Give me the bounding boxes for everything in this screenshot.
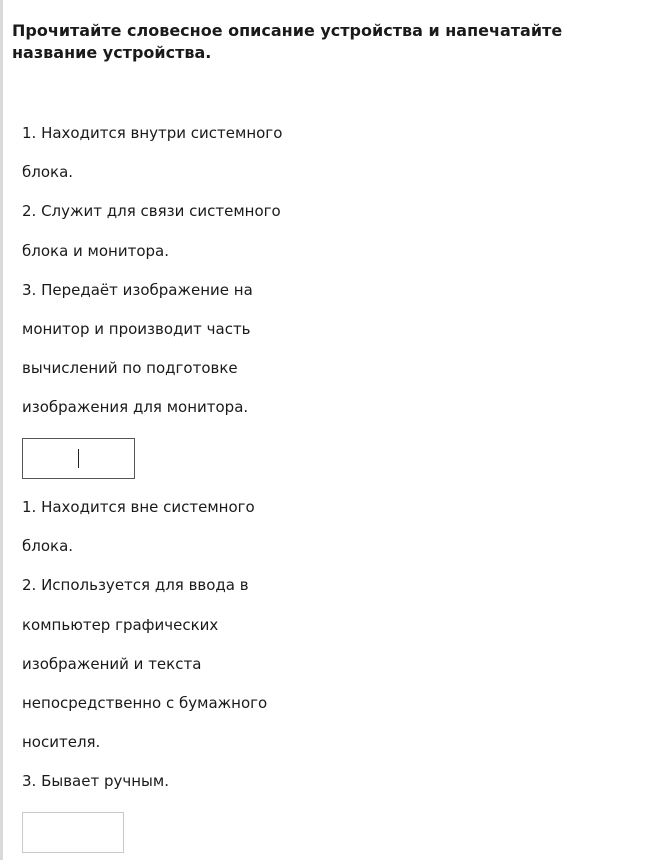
question-2-line: 3. Бывает ручным. bbox=[22, 772, 169, 791]
question-1-line: блока и монитора. bbox=[22, 241, 169, 260]
question-2-answer-input[interactable] bbox=[22, 812, 124, 853]
question-2-line: компьютер графических bbox=[22, 615, 219, 634]
question-1-line: изображения для монитора. bbox=[22, 398, 249, 417]
left-border bbox=[0, 0, 3, 860]
question-2-line: 2. Используется для ввода в bbox=[22, 576, 249, 595]
question-1-line: блока. bbox=[22, 163, 74, 182]
question-1-line: вычислений по подготовке bbox=[22, 359, 238, 378]
question-2-line: носителя. bbox=[22, 733, 101, 752]
question-1-line: 2. Служит для связи системного bbox=[22, 202, 281, 221]
question-1-description bbox=[22, 114, 322, 428]
question-2-line: 1. Находится вне системного bbox=[22, 498, 255, 516]
text-cursor bbox=[78, 449, 79, 468]
question-1-line: 3. Передаёт изображение на bbox=[22, 280, 253, 299]
task-instruction: Прочитайте словесное описание устройства и напечатайте название устройства. bbox=[12, 21, 563, 62]
question-1-line: 1. Находится внутри системного bbox=[22, 124, 283, 142]
question-2-line: изображений и текста bbox=[22, 654, 202, 673]
question-2-description bbox=[22, 488, 322, 802]
question-1-line: монитор и производит часть bbox=[22, 319, 251, 338]
question-2-line: непосредственно с бумажного bbox=[22, 693, 268, 712]
question-2-line: блока. bbox=[22, 537, 74, 556]
